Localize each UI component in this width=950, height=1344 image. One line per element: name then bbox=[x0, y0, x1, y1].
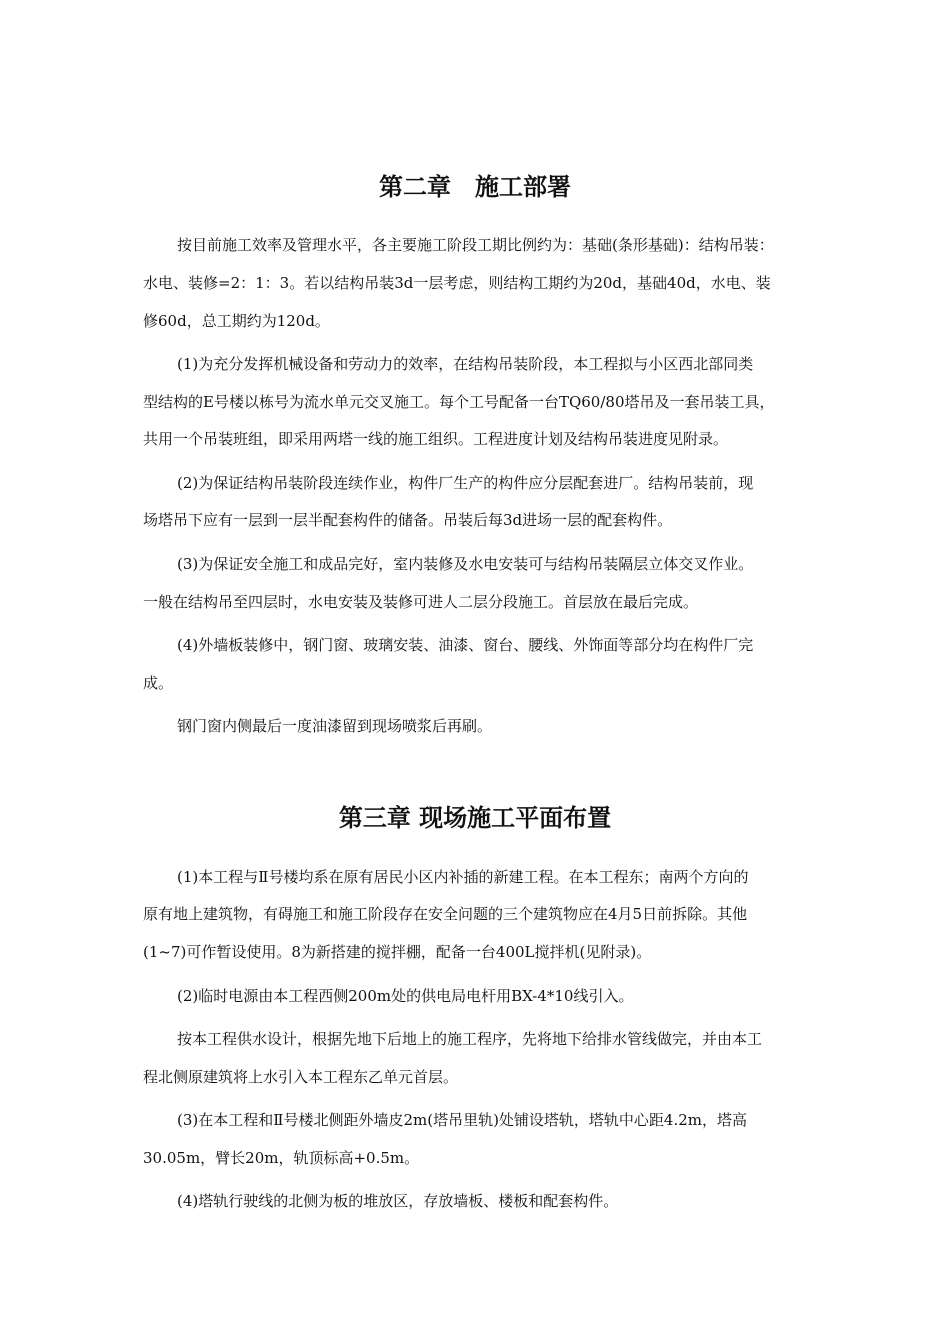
chapter-2-item-1-line-2: 型结构的E号楼以栋号为流水单元交叉施工。每个工号配备一台TQ60/80塔吊及一套吊装工具， bbox=[143, 393, 775, 411]
chapter-2-intro-line-3: 修60d，总工期约为120d。 bbox=[143, 312, 330, 330]
chapter-3-item-3-line-2: 30.05m，臂长20m，轨顶标高+0.5m。 bbox=[143, 1149, 420, 1167]
chapter-2-item-3-line-1: (3)为保证安全施工和成品完好，室内装修及水电安装可与结构吊装隔层立体交叉作业。 bbox=[177, 555, 754, 573]
chapter-2-item-4-line-1: (4)外墙板装修中，钢门窗、玻璃安装、油漆、窗台、腰线、外饰面等部分均在构件厂完 bbox=[177, 636, 754, 654]
chapter-3-item-4: (4)塔轨行驶线的北侧为板的堆放区，存放墙板、楼板和配套构件。 bbox=[177, 1192, 619, 1210]
chapter-3-heading: 第三章 现场施工平面布置 bbox=[338, 804, 612, 832]
chapter-2-item-1-line-1: (1)为充分发挥机械设备和劳动力的效率，在结构吊装阶段，本工程拟与小区西北部同类 bbox=[177, 355, 754, 373]
chapter-2-item-1-line-3: 共用一个吊装班组，即采用两塔一线的施工组织。工程进度计划及结构吊装进度见附录。 bbox=[143, 430, 729, 448]
chapter-2-item-2-line-1: (2)为保证结构吊装阶段连续作业，构件厂生产的构件应分层配套进厂。结构吊装前，现 bbox=[177, 474, 754, 492]
chapter-2-intro-line-1: 按目前施工效率及管理水平，各主要施工阶段工期比例约为：基础(条形基础)：结构吊装： bbox=[177, 236, 774, 254]
chapter-3-item-2: (2)临时电源由本工程西侧200m处的供电局电杆用BX-4*10线引入。 bbox=[177, 987, 634, 1005]
chapter-3-item-1-line-3: (1~7)可作暂设使用。8为新搭建的搅拌棚，配备一台400L搅拌机(见附录)。 bbox=[143, 943, 652, 961]
chapter-3-water-line-1: 按本工程供水设计，根据先地下后地上的施工程序，先将地下给排水管线做完，并由本工 bbox=[177, 1030, 763, 1048]
chapter-2-heading: 第二章 施工部署 bbox=[379, 173, 571, 201]
chapter-2-item-3-line-2: 一般在结构吊至四层时，水电安装及装修可进人二层分段施工。首层放在最后完成。 bbox=[143, 593, 699, 611]
chapter-2-item-4-line-2: 成。 bbox=[143, 674, 174, 692]
chapter-2-intro-line-2: 水电、装修=2：1：3。若以结构吊装3d一层考虑，则结构工期约为20d，基础40d，水电、装 bbox=[143, 274, 771, 292]
chapter-3-item-1-line-2: 原有地上建筑物，有碍施工和施工阶段存在安全问题的三个建筑物应在4月5日前拆除。其他 bbox=[143, 905, 748, 923]
chapter-3-item-3-line-1: (3)在本工程和Ⅱ号楼北侧距外墙皮2m(塔吊里轨)处铺设塔轨，塔轨中心距4.2m，塔高 bbox=[177, 1111, 747, 1129]
chapter-3-item-1-line-1: (1)本工程与Ⅱ号楼均系在原有居民小区内补插的新建工程。在本工程东；南两个方向的 bbox=[177, 868, 749, 886]
chapter-2-note: 钢门窗内侧最后一度油漆留到现场喷浆后再刷。 bbox=[177, 717, 493, 735]
chapter-3-water-line-2: 程北侧原建筑将上水引入本工程东乙单元首层。 bbox=[143, 1068, 459, 1086]
chapter-2-item-2-line-2: 场塔吊下应有一层到一层半配套构件的储备。吊装后每3d进场一层的配套构件。 bbox=[143, 511, 673, 529]
